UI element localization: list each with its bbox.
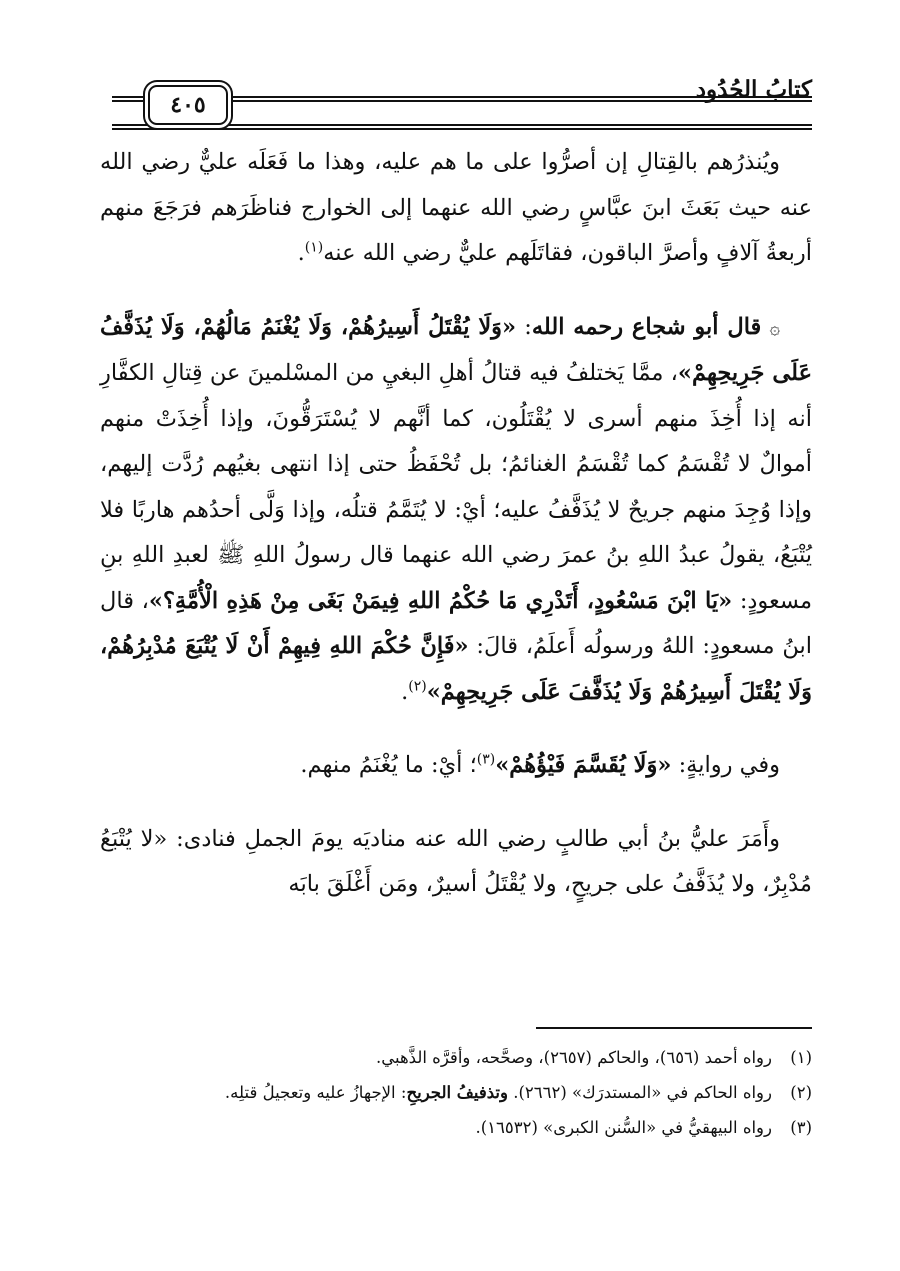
paragraph-3-text: ؛ أيْ: ما يُغْنَمُ منهم. [300,752,477,778]
paragraph-2 [100,305,812,716]
paragraph-1-end: . [297,240,305,266]
colon: : [516,313,532,340]
header-rule-right [222,96,812,102]
footnote-2 [100,1075,812,1110]
paragraph-3 [100,743,812,789]
footnote-ref-1[interactable]: (١) [304,239,324,256]
narration-quote: «وَلَا يُقَسَّمَ فَيْؤُهُمْ» [495,752,672,778]
footnote-text: رواه أحمد (٦٥٦)، والحاكم (٢٦٥٧)، وصحَّحه، وأقرَّه الذَّهبي. [375,1048,772,1067]
running-title: كتابُ الحُدُود [695,76,812,103]
footnote-number: (١) [790,1048,812,1067]
footnote-3 [100,1110,812,1145]
footnote-text [100,1075,772,1110]
paragraph-gap [100,277,812,305]
footnote-ref-2[interactable]: (٢) [408,678,427,694]
matn-author: قال أبو شجاع رحمه الله [531,313,762,340]
commentary-text-1: ، ممَّا يَختلفُ فيه قتالُ أهلِ البغيِ من المسْلمينَ عن قِتالِ الكفَّارِ أنه إذا أُخِذَ منهم أسرى لا يُقْتَلُون، كما أنَّهم لا يُسْتَرَقُّونَ، وإذا أُخِذَتْ منهم أموالٌ لا تُقْسَمُ كما تُقْسَمُ الغنائمُ؛ بل تُحْفَظُ حتى إذا انتهى بغيُهم رُدَّت إليهم، وإذا وُجِدَ منهم جريحٌ لا يُذَفَّفُ عليه؛ أيْ: لا يُتَمَّمُ قتلُه، وإذا وَلَّى أحدُهم هاربًا فلا يُتْبَعُ، يقولُ عبدُ اللهِ بنُ عمرَ رضي الله عنهما قال رسولُ اللهِ ﷺ لعبدِ اللهِ بنِ مسعودٍ: [100,360,813,614]
footnote-number: (٣) [790,1118,812,1137]
page-header [112,72,812,130]
footnote-text-b: : الإجهازُ عليه وتعجيلُ قتلِه. [224,1083,407,1102]
footnote-text-a: رواه الحاكم في «المستدرَك» (٢٦٦٢). [507,1083,772,1102]
footnotes [100,1040,812,1145]
paragraph-gap [100,715,812,743]
page-number: ٤٠٥ [148,85,228,125]
hadith-quote-1: «يَا ابْنَ مَسْعُودٍ، أَتَدْرِي مَا حُكْمُ اللهِ فِيمَنْ بَغَى مِنْ هَذِهِ الْأُمَّةِ؟» [148,587,733,614]
paragraph-3-lead: وفي روايةٍ: [671,752,780,778]
commentary-text-2: ، قال ابنُ مسعودٍ: اللهُ ورسولُه أَعلَمُ، قالَ: [100,587,812,659]
paragraph-1 [100,140,812,277]
footnote-term: وتذفيفُ الجريحِ [406,1083,508,1102]
ornament-icon: ۞ [769,317,780,339]
footnote-number: (٢) [790,1083,812,1102]
footnote-ref-3[interactable]: (٣) [476,751,496,768]
paragraph-4: وأَمَرَ عليُّ بنُ أبي طالبٍ رضي الله عنه مناديَه يومَ الجملِ فنادى: «لا يُتْبَعُ مُدْبِرٌ، ولا يُذَفَّفُ على جريحٍ، ولا يُقْتَلُ أسيرٌ، ومَن أَغْلَقَ بابَه [100,825,812,897]
paragraph-1-text: ويُنذرُهم بالقِتالِ إن أصرُّوا على ما هم عليه، وهذا ما فَعَلَه عليٌّ رضي الله عنه حيث بَعَثَ ابنَ عبَّاسٍ رضي الله عنهما إلى الخوارج فناظَرَهم فرَجَعَ منهم أربعةُ آلافٍ وأصرَّ الباقون، فقاتَلَهم عليٌّ رضي الله عنه [100,149,812,266]
paragraph-2-end: . [401,678,409,705]
hadith-quote-2: «فَإِنَّ حُكْمَ اللهِ فِيهِمْ أَنْ لَا يُتْبَعَ مُدْبِرُهُمْ، وَلَا يُقْتَلَ أَسِيرُهُمْ وَلَا يُذَفَّفَ عَلَى جَرِيحِهِمْ» [100,633,812,705]
main-text [100,140,812,908]
header-rule-left [112,96,146,102]
footnote-separator [536,1027,812,1029]
matn-quote: «وَلَا يُقْتَلُ أَسِيرُهُمْ، وَلَا يُغْنَمُ مَالُهُمْ، وَلَا يُذَفَّفُ عَلَى جَرِيحِهِمْ» [100,313,812,386]
footnote-1 [100,1040,812,1075]
paragraph-gap [100,789,812,817]
footnote-text: رواه البيهقيُّ في «السُّنن الكبرى» (١٦٥٣٢). [475,1118,772,1137]
